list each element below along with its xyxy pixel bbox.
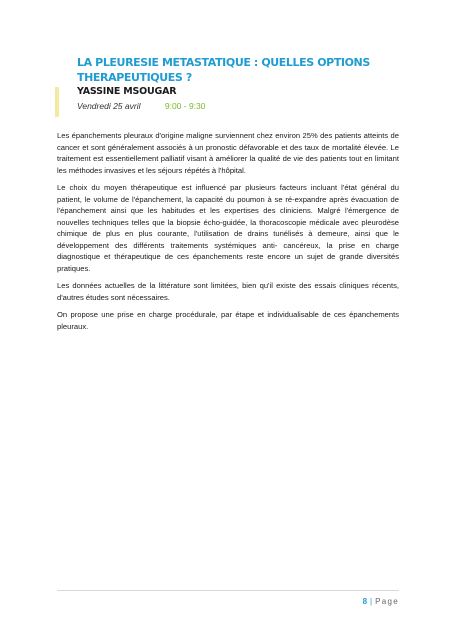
session-info [77, 101, 206, 112]
page-number: 8 [362, 597, 368, 606]
author-name: YASSINE MSOUGAR [77, 86, 177, 97]
abstract-body [57, 130, 399, 338]
footer-separator: | [370, 597, 373, 606]
paragraph-4: On propose une prise en charge procédurale, par étape et individualisable de ces épanchements pleuraux. [57, 310, 399, 331]
session-time: 9:00 - 9:30 [164, 101, 206, 111]
title-line-2: THERAPEUTIQUES ? [77, 71, 192, 84]
paragraph-1: Les épanchements pleuraux d'origine maligne surviennent chez environ 25% des patients atteints de cancer et sont généralement associés à un pronostic défavorable et des taux de mortalité élevée. Le traitement est essentiellement palliatif visant à améliorer la qualité de vie des patients tout en limitant les méthodes invasives et les séjours répétés à l'hôpital. [57, 131, 399, 175]
page-footer [363, 597, 399, 607]
accent-bar [55, 87, 59, 117]
title-line-1: LA PLEURESIE METASTATIQUE : QUELLES OPTIONS [77, 56, 370, 69]
page-title [77, 55, 397, 85]
page-label: Page [375, 597, 399, 606]
footer-divider [57, 590, 399, 591]
session-day: Vendredi 25 avril [77, 101, 141, 111]
paragraph-2: Le choix du moyen thérapeutique est influencé par plusieurs facteurs incluant l'état général du patient, le volume de l'épanchement, la capacité du poumon à se ré-expandre après évacuation de l'épanchement ainsi que les habitudes et les expertises des cliniciens. Malgré l'émergence de nouvelles techniques telles que la biopsie écho-guidée, la thoracoscopie médicale avec pleurodèse chimique de plus en plus courante, l'utilisation de drains tunélisés à demeure, ainsi que le développement des différents traitements systémiques anti- cancéreux, la prise en charge diagnostique et thérapeutique de ces épanchements reste encore un sujet de grande diversités pratiques. [57, 183, 399, 273]
paragraph-3: Les données actuelles de la littérature sont limitées, bien qu'il existe des essais cliniques récents, d'autres études sont nécessaires. [57, 281, 399, 302]
